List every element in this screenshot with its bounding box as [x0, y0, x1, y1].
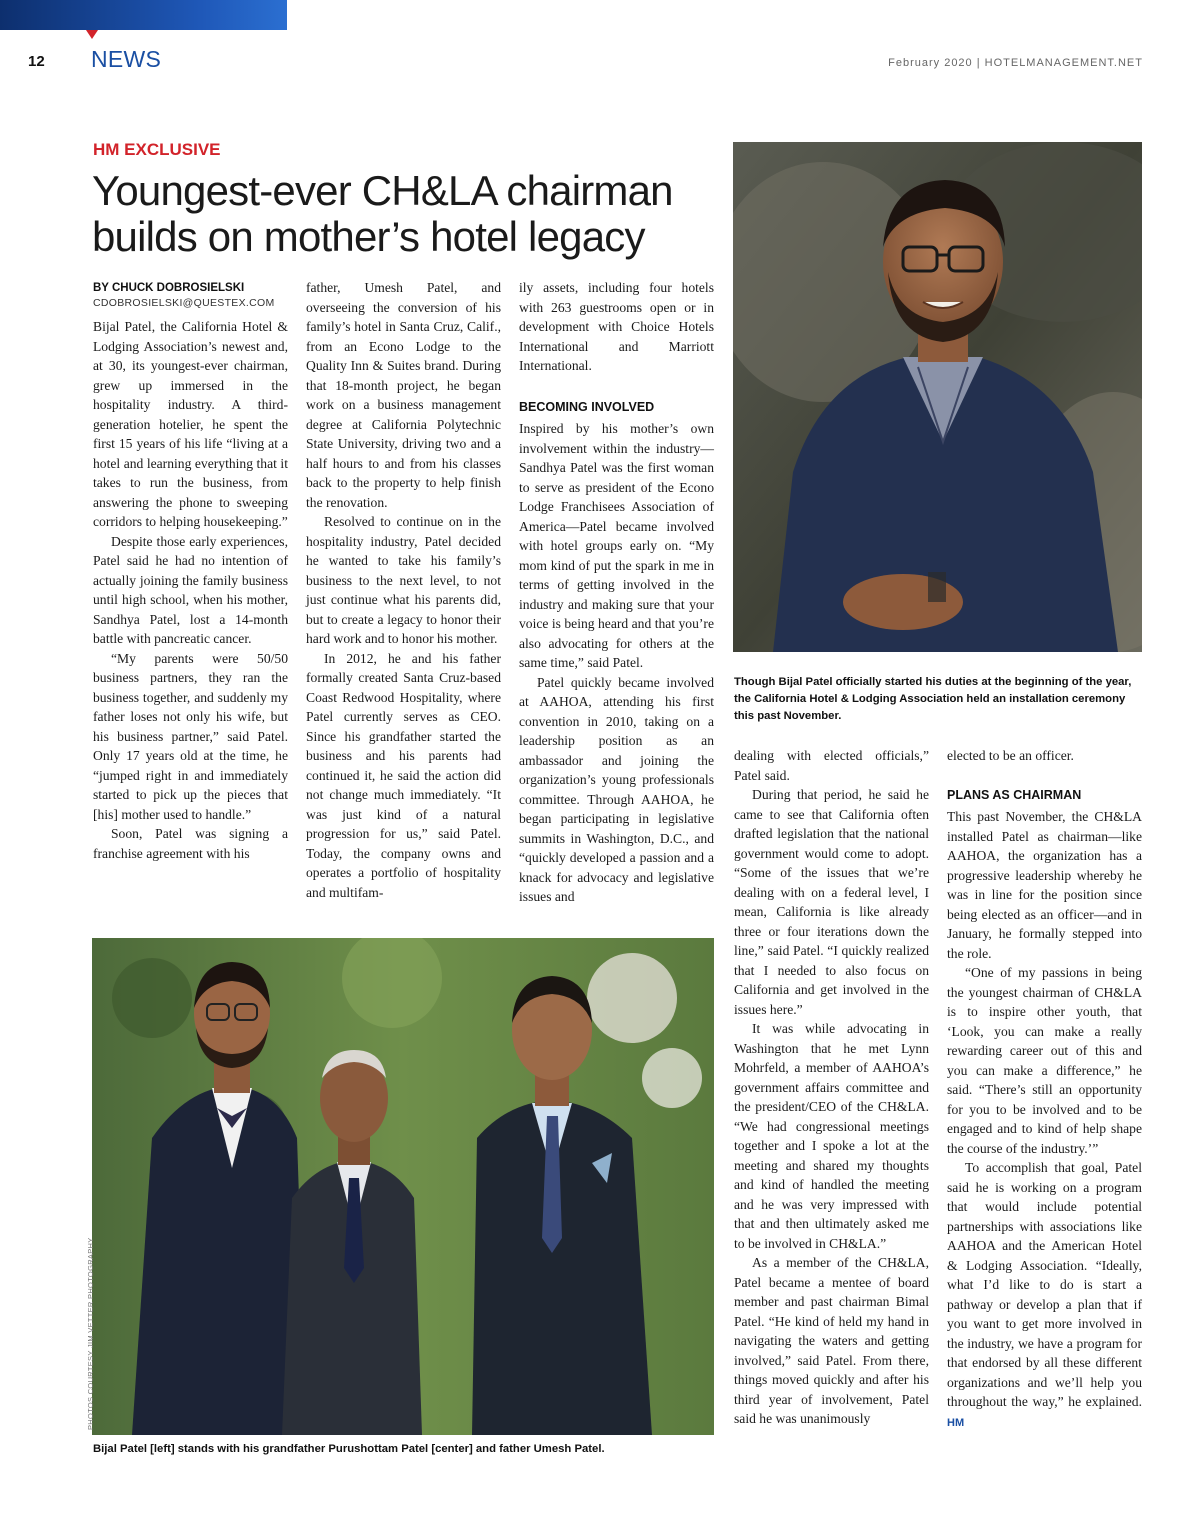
subhead-becoming-involved: BECOMING INVOLVED — [519, 399, 655, 414]
paragraph: This past November, the CH&LA installed Patel as chairman—like AAHOA, the organization has a progressive leadership whereby he was in line for the position since being elected as an officer—and in January, he formally stepped into the role. — [947, 809, 1142, 961]
paragraph: It was while advocating in Washington that he met Lynn Mohrfeld, a member of AAHOA’s government affairs committee and the president/CEO of the CH&LA. “We had congressional meetings together and I spoke a lot at the meeting and shared my thoughts and kind of handled the meeting and he was very impressed with that and then ultimately asked me to be involved in CH&LA.” — [734, 1021, 929, 1251]
paragraph: Despite those early experiences, Patel said he had no intention of actually joining the family business until high school, when his mother, Sandhya Patel, lost a 14-month battle with pancreatic cancer. — [93, 533, 288, 646]
article-column-5 — [947, 746, 1142, 1433]
paragraph: father, Umesh Patel, and overseeing the conversion of his family’s hotel in Santa Cruz, Calif., from an Econo Lodge to the Quality Inn & Suites brand. During that 18-month project, he began work on a business management degree at California Polytechnic State University, driving two and a half hours to and from his classes back to the property to help finish the renovation. — [306, 280, 501, 510]
paragraph: “One of my passions in being the youngest chairman of CH&LA is to inspire other youth, that ‘Look, you can make a really rewarding career out of this and you can make a difference,” he said. “There’s still an opportunity for you to be involved and to be engaged and to kind of help shape the course of the industry.’” — [947, 965, 1142, 1156]
portrait-photo — [733, 142, 1142, 652]
paragraph: ily assets, including four hotels with 263 guestrooms open or in development with Choice Hotels International and Marriott International. — [519, 280, 714, 373]
paragraph: Patel quickly became involved at AAHOA, attending his first convention in 2010, taking on a leadership position as an ambassador and joining the organization’s young professionals committee. Through AAHOA, he began participating in legislative summits in Washington, D.C., and “quickly developed a passion and a knack for advocacy and legislative issues and — [519, 674, 714, 904]
header-red-triangle — [86, 30, 98, 39]
headline: Youngest-ever CH&LA chairman builds on mother’s hotel legacy — [92, 167, 673, 260]
paragraph: Soon, Patel was signing a franchise agreement with his — [93, 826, 288, 861]
portrait-illustration — [733, 142, 1142, 652]
photo-credit: PHOTOS COURTESY JIM VETTER PHOTOGRAPHY — [86, 1237, 95, 1430]
header-color-bar — [0, 0, 287, 30]
byline: BY CHUCK DOBROSIELSKI — [93, 282, 245, 294]
article-column-2 — [306, 278, 501, 902]
paragraph-text: To accomplish that goal, Patel said he is working on a program that would include potential partnerships with associations like AAHOA and the American Hotel & Lodging Association. “Ideally, what I’d like to do is start a pathway or develop a plan that if you want to get more involved in the industry, we have a program for that endorsed by all these different organizations and we’ll help you throughout the way,” he explained. — [947, 1160, 1142, 1409]
article-column-4 — [734, 746, 929, 1429]
folio: February 2020 | HOTELMANAGEMENT.NET — [888, 57, 1143, 69]
article-column-3 — [519, 278, 714, 907]
paragraph: Inspired by his mother’s own involvement within the industry—Sandhya Patel was the first woman to serve as president of the Econo Lodge Franchisees Association of America—Patel became involved with hotel groups early on. “My mom kind of put the spark in me in terms of getting involved in the industry and making sure that your voice is being heard and that you’re also advocating for others at the same time,” said Patel. — [519, 421, 714, 670]
group-photo — [92, 938, 714, 1435]
portrait-caption: Though Bijal Patel officially started his duties at the beginning of the year, the California Hotel & Lodging Association held an installation ceremony this past November. — [734, 676, 1132, 722]
kicker: HM EXCLUSIVE — [93, 140, 221, 159]
subhead-plans-as-chairman: PLANS AS CHAIRMAN — [947, 787, 1082, 802]
paragraph: During that period, he said he came to see that California often drafted legislation that the national government would come to adopt. “Some of the issues that we’re dealing with on a federal level, I mean, California is like already three or four iterations down the line,” said Patel. “I quickly realized that I needed to also focus on California and get involved in the issues here.” — [734, 787, 929, 1017]
end-mark: HM — [947, 1416, 965, 1429]
paragraph — [947, 1158, 1142, 1433]
paragraph: Resolved to continue on in the hospitality industry, Patel decided he wanted to take his family’s business to the next level, to not just continue what his parents did, but to create a legacy to honor their hard work and to honor his mother. — [306, 514, 501, 646]
paragraph: As a member of the CH&LA, Patel became a mentee of board member and past chairman Bimal Patel. “He kind of held my hand in navigating the waters and getting involved,” said Patel. From there, things moved quickly and after his third year of involvement, Patel said he was unanimously — [734, 1255, 929, 1426]
article-column-1 — [93, 317, 288, 863]
paragraph: In 2012, he and his father formally created Santa Cruz-based Coast Redwood Hospitality, where Patel currently serves as CEO. Since his grandfather started the business and his parents had continued it, he said the action did not change much immediately. “It was just kind of a natural progression for us,” said Patel. Today, the company owns and operates a portfolio of hospitality and multifam- — [306, 650, 501, 900]
paragraph: elected to be an officer. — [947, 748, 1074, 763]
paragraph: Bijal Patel, the California Hotel & Lodging Association’s newest and, at 30, its youngest-ever chairman, grew up immersed in the hospitality industry. A third-generation hotelier, he spent the first 15 years of his life “living at a hotel and learning everything that it takes to run the business, from answering the phone to sweeping corridors to helping housekeeping.” — [93, 319, 288, 529]
section-label: NEWS — [91, 46, 162, 72]
group-illustration — [92, 938, 714, 1435]
paragraph: dealing with elected officials,” Patel said. — [734, 748, 929, 783]
paragraph: “My parents were 50/50 business partners, they ran the business together, and suddenly my father loses not only his wife, but his business partner,” said Patel. Only 17 years old at the time, he “jumped right in and immediately started to pick up the pieces that [his] mother used to handle.” — [93, 650, 288, 822]
page-number: 12 — [28, 53, 45, 70]
group-caption: Bijal Patel [left] stands with his grandfather Purushottam Patel [center] and father Umesh Patel. — [93, 1443, 605, 1455]
author-email[interactable]: CDOBROSIELSKI@QUESTEX.COM — [93, 297, 275, 309]
